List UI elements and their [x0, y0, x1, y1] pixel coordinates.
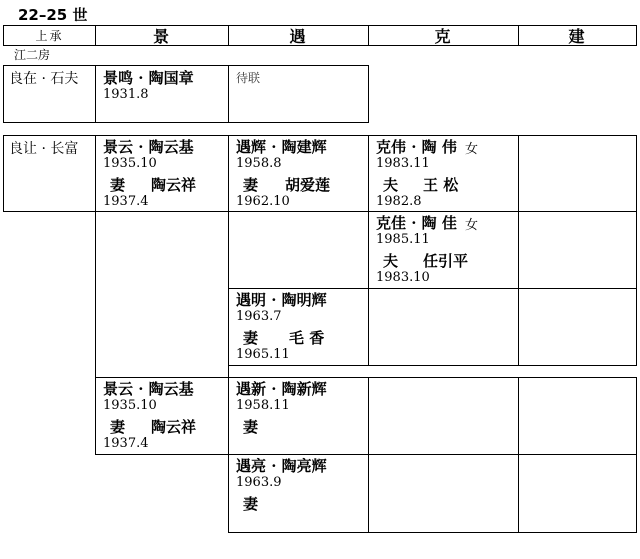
spouse-label: 妻	[243, 329, 259, 347]
ke-cell-b-empty2	[368, 377, 519, 455]
yu-cell-a	[228, 65, 369, 123]
header-col-jian: 建	[518, 25, 637, 46]
yu-cell-b4	[228, 454, 369, 533]
spouse-date: 1937.4	[103, 194, 149, 209]
spouse-date: 1983.10	[376, 270, 430, 285]
header-col-jing: 景	[95, 25, 229, 46]
birth-date: 1958.11	[236, 398, 290, 413]
parent-cell-a	[3, 65, 96, 123]
person-name: 景鸣 · 陶国章	[103, 69, 194, 87]
spouse-date: 1962.10	[236, 194, 290, 209]
header-col-ke: 克	[368, 25, 519, 46]
person-name: 景云 · 陶云基	[103, 380, 194, 398]
spouse-name: 胡爱莲	[285, 176, 331, 194]
spouse-name: 王 松	[423, 176, 459, 194]
sex-marker: 女	[465, 218, 479, 233]
jian-cell-b2	[518, 211, 637, 289]
spouse-date: 1965.11	[236, 347, 290, 362]
spouse-label: 夫	[383, 252, 399, 270]
spouse-label: 妻	[110, 418, 126, 436]
jing-cell-b1	[95, 135, 229, 212]
birth-date: 1935.10	[103, 156, 157, 171]
person-name: 景云 · 陶云基	[103, 138, 194, 156]
yu-cell-b2	[228, 288, 369, 366]
jian-cell-b3	[518, 288, 637, 366]
parent-name: 良让 · 长富	[9, 141, 79, 157]
jing-cell-b2	[95, 377, 229, 455]
birth-date: 1931.8	[103, 87, 149, 102]
birth-date: 1958.8	[236, 156, 282, 171]
person-name: 克佳 · 陶 佳	[376, 214, 457, 232]
ke-cell-b-empty3	[368, 454, 519, 533]
yu-cell-b-empty	[228, 211, 369, 289]
birth-date: 1985.11	[376, 232, 430, 247]
spouse-label: 妻	[243, 495, 259, 513]
header-col-yu: 遇	[228, 25, 369, 46]
spouse-label: 妻	[110, 176, 126, 194]
ke-cell-b2	[368, 211, 519, 289]
branch-label: 江二房	[14, 48, 51, 62]
jian-cell-b1	[518, 135, 637, 212]
birth-date: 1935.10	[103, 398, 157, 413]
person-name: 克伟 · 陶 伟	[376, 138, 457, 156]
person-name: 遇新 · 陶新辉	[236, 380, 327, 398]
person-name: 遇亮 · 陶亮辉	[236, 457, 327, 475]
spouse-label: 妻	[243, 418, 259, 436]
parent-cell-b	[3, 135, 96, 212]
yu-cell-b1	[228, 135, 369, 212]
birth-date: 1963.7	[236, 309, 282, 324]
spouse-name: 任引平	[423, 252, 469, 270]
spouse-name: 陶云祥	[151, 418, 197, 436]
jing-cell-a	[95, 65, 229, 123]
page-title: 22–25 世	[18, 6, 88, 24]
spouse-label: 夫	[383, 176, 399, 194]
parent-name: 良在 · 石夫	[9, 71, 79, 87]
spouse-date: 1937.4	[103, 436, 149, 451]
header-col-predecessor: 上承	[3, 25, 96, 46]
spouse-name: 陶云祥	[151, 176, 197, 194]
birth-date: 1983.11	[376, 156, 430, 171]
spouse-label: 妻	[243, 176, 259, 194]
birth-date: 1963.9	[236, 475, 282, 490]
person-name: 遇辉 · 陶建辉	[236, 138, 327, 156]
ke-cell-b-empty1	[368, 288, 519, 366]
jian-cell-b5	[518, 454, 637, 533]
sex-marker: 女	[465, 142, 479, 157]
spouse-name: 毛 香	[289, 329, 325, 347]
yu-cell-b3	[228, 377, 369, 455]
person-name: 遇明 · 陶明辉	[236, 291, 327, 309]
spouse-date: 1982.8	[376, 194, 422, 209]
ke-cell-b1	[368, 135, 519, 212]
pending-note: 待联	[236, 71, 261, 85]
jian-cell-b4	[518, 377, 637, 455]
